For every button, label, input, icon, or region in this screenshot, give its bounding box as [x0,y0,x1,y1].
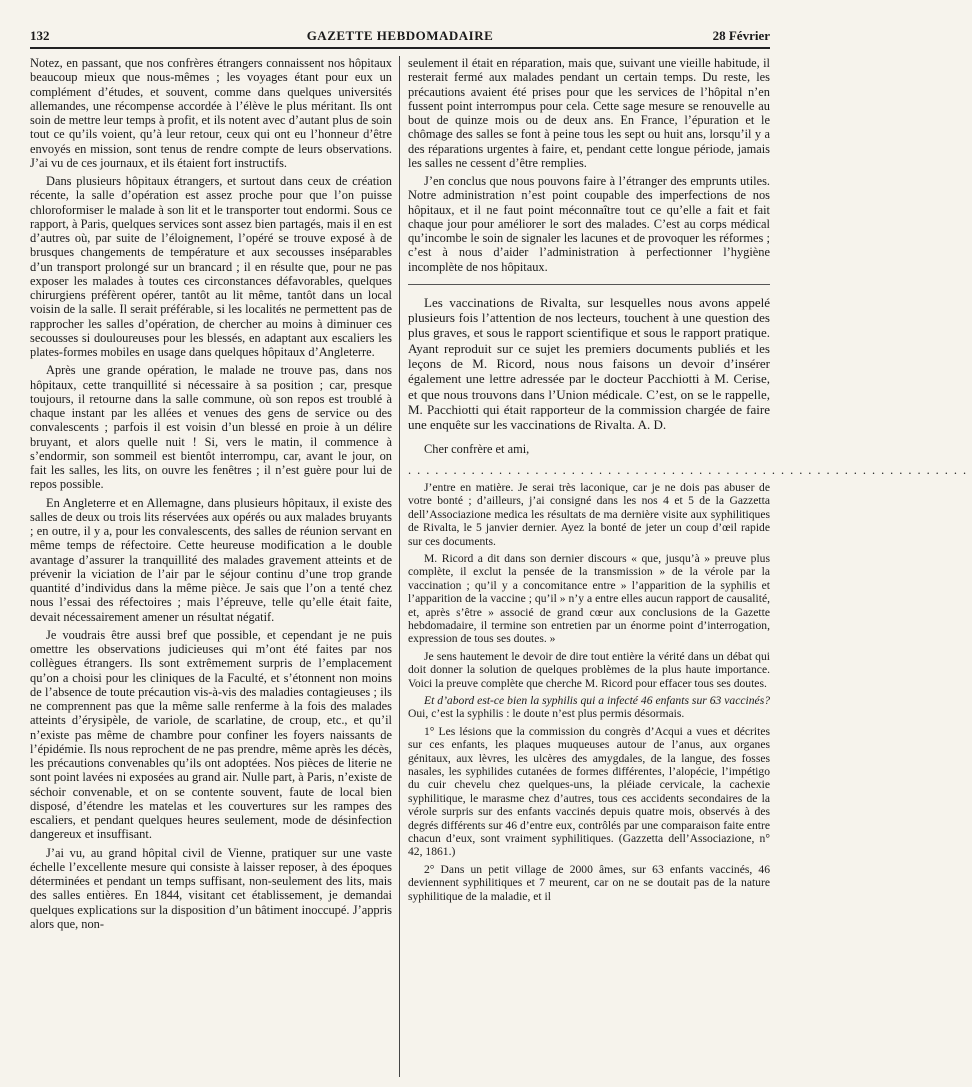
paragraph: Après une grande opération, le malade ne trouve pas, dans nos hôpitaux, cette tranquillité si nécessaire à sa position ; car, presque toujours, il retourne dans la salle commune, où son repos est troublé à chaque instant par les allées et venues des gens de service ou des convalescents ; parfois il est voisin d’un blessé en proie à un délire bruyant, et alors quelle nuit ! Si, vers le matin, il commence à s’endormir, son sommeil est bientôt interrompu, car, avant le jour, on fait les salles, les lits, on ouvre les fenêtres ; il n’est guère pour lui de repos possible. [30,363,392,492]
column-divider [399,56,400,1077]
paragraph: 2° Dans un petit village de 2000 âmes, sur 63 enfants vaccinés, 46 deviennent syphilitiques et 7 meurent, car on ne se doutait pas de la nature syphilitique de la maladie, et il [408,862,770,903]
paragraph: J’en conclus que nous pouvons faire à l’étranger des emprunts utiles. Notre administration n’est point coupable des imperfections de nos hôpitaux, et il ne faut point méconnaître tout ce qu’elle a fait et fait chaque jour pour améliorer le sort des malades. C’est au corps médical qu’incombe le soin de signaler les lacunes et de provoquer les réformes ; c’est à nous d’aider l’administration à perfectionner l’hygiène incomplète de nos hôpitaux. [408,174,770,274]
paragraph: 1° Les lésions que la commission du congrès d’Acqui a vues et décrites sur ces enfants, les plaques muqueuses autour de l’anus, aux organes génitaux, aux lèvres, les ulcères des amygdales, de la langue, des fosses nasales, les syphilides cutanées de formes différentes, l’alopécie, l’impétigo du cuir chevelu chez quelques-uns, la pléiade cervicale, la cachexie syphilitique, le marasme chez d’autres, tous ces accidents secondaires de la vérole surpris sur des enfants vaccinés depuis quatre mois, observés à des degrés différents sur 46 d’entre eux, contrôlés par une comparaison faite entre chacun d’eux, sont vraiment syphilitiques. (Gazzetta dell’Associazione, n° 42, 1861.) [408,724,770,859]
page-number: 132 [30,28,50,43]
left-column [30,56,392,1077]
paragraph: M. Ricord a dit dans son dernier discours « que, jusqu’à » preuve plus complète, il exclut la pensée de la transmission » de la vérole par la vaccination ; qu’il y a concomitance entre » l’apparition de la syphilis et l’apparition de la vaccine ; qu’il » n’y a entre elles aucun rapport de causalité, et, après s’être » associé de grand cœur aux conclusions de la Gazette hebdomadaire, il termine son entretien par un énorme point d’interrogation, expression de tous ses doutes. » [408,551,770,646]
paragraph: Je sens hautement le devoir de dire tout entière la vérité dans un débat qui doit donner la solution de quelques problèmes de la plus haute importance. Voici la preuve complète que cherche M. Ricord pour effacer tous ses doutes. [408,649,770,690]
header-rule [30,47,770,49]
intro-text: Les vaccinations de Rivalta, sur lesquelles nous avons appelé plusieurs fois l’attention de nos lecteurs, touchent à une question des plus graves, et sous le rapport scientifique et sous le rapport pratique. Ayant reproduit sur ce sujet les premiers documents publiés et les leçons de M. Ricord, nous nous faisons un devoir d’insérer également une lettre adressée par le docteur Pacchiotti à M. Cerise, et que nous trouvons dans l’Union médicale. C’est, on se le rappelle, M. Pacchiotti qui était rapporteur de la commission chargée de faire une enquête sur les vaccinations de Rivalta. [408,294,770,433]
issue-date: 28 Février [712,28,770,43]
page-header [30,28,770,46]
salutation: Cher confrère et ami, [424,442,530,457]
paragraph: Dans plusieurs hôpitaux étrangers, et surtout dans ceux de création récente, la salle d’opération est assez proche pour que l’on puisse chloroformiser le malade à son lit et le transporter tout endormi. Sous ce rapport, à Paris, quelques services sont assez bien partagés, mais il en est d’autres où, par suite de l’éloignement, l’opéré se trouve exposé à de brusques changements de température et aux secousses inséparables d’un transport prolongé sur un brancard ; il en résulte que, pour ne pas exposer les malades à toutes ces circonstances défavorables, quelques chirurgiens préfèrent opérer, tantôt au lit même, tantôt dans un local voisin de la salle. Il serait préférable, si les localités ne permettent pas de rapprocher les salles d’opération, de chercher au moins à diminuer ces secousses si douloureuses pour les blessés, en adaptant aux escaliers les plates-formes mobiles en usage dans quelques hôpitaux d’Angleterre. [30,174,392,359]
intro-signature: A. D. [637,417,667,433]
paragraph: En Angleterre et en Allemagne, dans plusieurs hôpitaux, il existe des salles de deux ou trois lits réservées aux opérés ou aux malades bruyants ; en outre, il y a, pour les convalescents, des salles de réunion servant en même temps de réfectoire. Cette heureuse modification a le double avantage d’assurer la tranquillité des malades gravement atteints et de prévenir la viciation de l’air par le séjour continu d’une trop grande quantité d’individus dans la même pièce. Je sais que l’on a tenté chez nous l’essai des réfectoires ; mais l’épreuve, telle qu’elle était faite, devait nécessairement amener un résultat négatif. [30,495,392,624]
intro-paragraph [408,295,770,433]
journal-title: GAZETTE HEBDOMADAIRE [306,28,494,43]
ellipsis-line: .............................................................. [408,462,972,477]
paragraph [408,694,770,721]
paragraph: J’ai vu, au grand hôpital civil de Vienne, pratiquer sur une vaste échelle l’excellente mesure qui consiste à laisser reposer, à des époques déterminées et pendant un temps suffisant, non-seulement des lits, mais des salles entières. En 1844, visitant cet établissement, je demandai quelques explications sur la disposition d’un bâtiment inoccupé. J’appris alors que, non- [30,845,392,931]
question: Et d’abord est-ce bien la syphilis qui a infecté 46 enfants sur 63 vaccinés? [424,694,770,708]
editorial-intro [408,295,770,433]
paragraph: seulement il était en réparation, mais que, suivant une vieille habitude, il resterait fermé aux malades pendant un certain temps. Du reste, les précautions avaient été prises pour que les services de l’hôpital n’en fussent point interrompus pour cela. Cette sage mesure se renouvelle au bout de quinze mois ou de deux ans. En France, l’épuration et le chômage des salles se font à peine tous les sept ou huit ans, lorsqu’il y a des réparations urgentes à faire, et, pendant cette longue période, jamais les salles ne cessent d’être remplies. [408,56,770,170]
paragraph: J’entre en matière. Je serai très laconique, car je ne dois pas abuser de votre bonté ; d’ailleurs, j’ai consigné dans les nos 4 et 5 de la Gazzetta dell’Associazione medica les résultats de ma dernière visite aux syphilitiques de Rivalta, le 5 janvier dernier. Ayez la bonté de jeter un coup d’œil rapide sur ces documents. [408,480,770,548]
answer: Oui, c’est la syphilis : le doute n’est plus permis désormais. [408,707,685,721]
section-separator [408,284,770,285]
paragraph: Je voudrais être aussi bref que possible, et cependant je ne puis omettre les observations judicieuses qui m’ont été faites par nos collègues étrangers. Ils sont extrêmement surpris de l’emplacement qu’on a choisi pour les cliniques de la Faculté, et s’étonnent non moins de l’absence de toute précaution vis-à-vis des maladies contagieuses ; ils ne comprennent pas que la même salle renferme à la fois des malades atteints d’érysipèle, de variole, de scarlatine, de croup, etc., et qu’il n’existe pas même de chambre pour confiner les foyers naissants de l’épidémie. Ils nous reprochent de ne pas prendre, même après les décès, les précautions convenables qu’ils ont adoptées. Nos pièces de literie ne sont point lavées ni exposées au grand air. Nulle part, à Paris, n’existe de séchoir convenable, et on se contente souvent, faute de local bien disposé, d’étendre les matelas et les couvertures sur les rampes des escaliers, et pendant quelques heures seulement, mode de désinfection dangereux et insuffisant. [30,627,392,842]
paragraph: Notez, en passant, que nos confrères étrangers connaissent nos hôpitaux beaucoup mieux que nous-mêmes ; les voyages étant pour eux un complément d’études, et souvent, comme dans quelques universités allemandes, une récompense accordée à l’élève le plus méritant. Ils ont soin de mettre leur temps à profit, et ils notent avec d’autant plus de soin tout ce qu’ils voient, qu’à leur retour, ceux qui ont eu l’honneur d’être envoyés en mission, sont tenus de rendre compte de leurs observations. J’ai vu de ces journaux, et ils étaient fort instructifs. [30,56,392,170]
right-column [408,56,972,1077]
letter-body [408,481,770,903]
